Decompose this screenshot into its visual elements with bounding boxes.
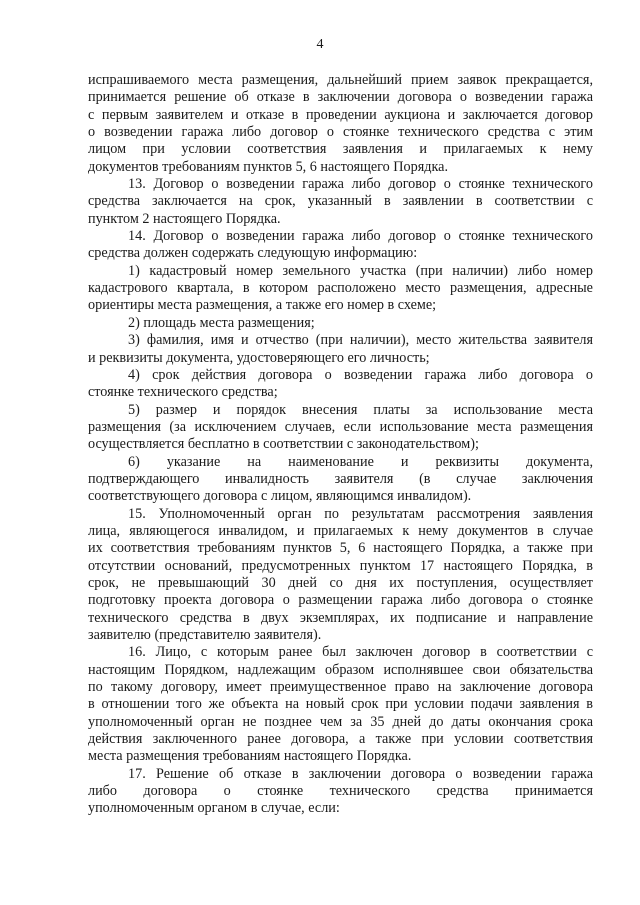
- text-line: 16. Лицо, с которым ранее был заключен договор в соответствии с: [128, 644, 593, 661]
- text-line: лица, являющегося инвалидом, и прилагаемых к нему документов в случае: [88, 522, 593, 539]
- text-line: в отношении того же объекта на новый срок при условии подачи заявления в: [88, 696, 593, 713]
- text-line: принимается решение об отказе в заключении договора о возведении гаража: [88, 89, 593, 106]
- paragraph-p14-4: [88, 367, 593, 402]
- paragraph-p14-1: [88, 263, 593, 315]
- text-line: отсутствии оснований, предусмотренных пунктом 17 настоящего Порядка, в: [88, 557, 593, 574]
- text-line: испрашиваемого места размещения, дальнейший прием заявок прекращается,: [88, 72, 593, 88]
- paragraph-p16: [88, 644, 593, 765]
- text-line: 6) указание на наименование и реквизиты документа,: [128, 453, 593, 470]
- paragraph-p-cont: [88, 72, 593, 176]
- paragraph-p14-3: [88, 332, 593, 367]
- text-line: лицом при условии соответствия заявления и прилагаемых к нему: [88, 141, 593, 158]
- text-line: их соответствия требованиям пунктов 5, 6 настоящего Порядка, а также при: [88, 540, 593, 557]
- text-line: либо договора о стоянке технического средства принимается: [88, 783, 593, 800]
- text-line: средства заключается на срок, указанный в заявлении в соответствии с: [88, 193, 593, 210]
- text-line: 15. Уполномоченный орган по результатам рассмотрения заявления: [128, 505, 593, 522]
- paragraph-p14-6: [88, 454, 593, 506]
- text-line: о возведении гаража либо договор о стоянке технического средства с этим: [88, 124, 593, 141]
- text-line: средства должен содержать следующую информацию:: [88, 245, 418, 262]
- text-line: 13. Договор о возведении гаража либо договор о стоянке технического: [128, 176, 593, 193]
- paragraph-p14: [88, 228, 593, 263]
- paragraph-p14-5: [88, 402, 593, 454]
- text-line: 2) площадь места размещения;: [128, 314, 315, 331]
- text-line: стоянке технического средства;: [88, 384, 278, 401]
- paragraph-p14-2: [88, 315, 593, 332]
- text-line: действия заключенного ранее договора, а также при условии соответствия: [88, 731, 593, 748]
- text-line: размещения (за исключением случаев, если использование места размещения: [88, 418, 593, 435]
- text-line: 5) размер и порядок внесения платы за использование места: [128, 401, 593, 418]
- text-line: подготовку проекта договора о размещении гаража либо договора о стоянке: [88, 592, 593, 609]
- text-line: 4) срок действия договора о возведении гаража либо договора о: [128, 366, 593, 383]
- text-line: с первым заявителем и отказе в проведении аукциона и заключается договор: [88, 106, 593, 123]
- text-line: 3) фамилия, имя и отчество (при наличии), место жительства заявителя: [128, 332, 593, 349]
- text-line: ориентиры места размещения, а также его номер в схеме;: [88, 297, 437, 314]
- text-line: технического средства в двух экземплярах, их подписание и направление: [88, 609, 593, 626]
- text-line: документов требованиям пунктов 5, 6 настоящего Порядка.: [88, 158, 448, 175]
- text-line: места размещения требованиям настоящего Порядка.: [88, 748, 412, 765]
- text-line: настоящим Порядком, надлежащим образом исполнявшее свои обязательства: [88, 661, 593, 678]
- text-line: осуществляется бесплатно в соответствии с законодательством);: [88, 436, 479, 453]
- paragraph-p17: [88, 766, 593, 818]
- text-line: уполномоченный орган не позднее чем за 35 дней до даты окончания срока: [88, 713, 593, 730]
- page-number: 4: [316, 37, 324, 52]
- text-line: пунктом 2 настоящего Порядка.: [88, 210, 281, 227]
- text-line: по такому договору, имеет преимущественное право на заключение договора: [88, 679, 593, 696]
- paragraph-p13: [88, 176, 593, 228]
- text-line: 17. Решение об отказе в заключении договора о возведении гаража: [128, 765, 593, 782]
- paragraph-p15: [88, 506, 593, 645]
- text-line: 1) кадастровый номер земельного участка (при наличии) либо номер: [128, 262, 593, 279]
- text-line: уполномоченным органом в случае, если:: [88, 800, 340, 817]
- document-body: [88, 72, 593, 818]
- text-line: и реквизиты документа, удостоверяющего его личность;: [88, 349, 430, 366]
- text-line: соответствующего договора с лицом, являющимся инвалидом).: [88, 488, 472, 505]
- text-line: кадастрового квартала, в котором расположено место размещения, адресные: [88, 280, 593, 297]
- text-line: подтверждающего инвалидность заявителя (в случае заключения: [88, 470, 593, 487]
- text-line: 14. Договор о возведении гаража либо договор о стоянке технического: [128, 228, 593, 245]
- text-line: заявителю (представителю заявителя).: [88, 627, 322, 643]
- text-line: срок, не превышающий 30 дней со дня их поступления, осуществляет: [88, 574, 593, 591]
